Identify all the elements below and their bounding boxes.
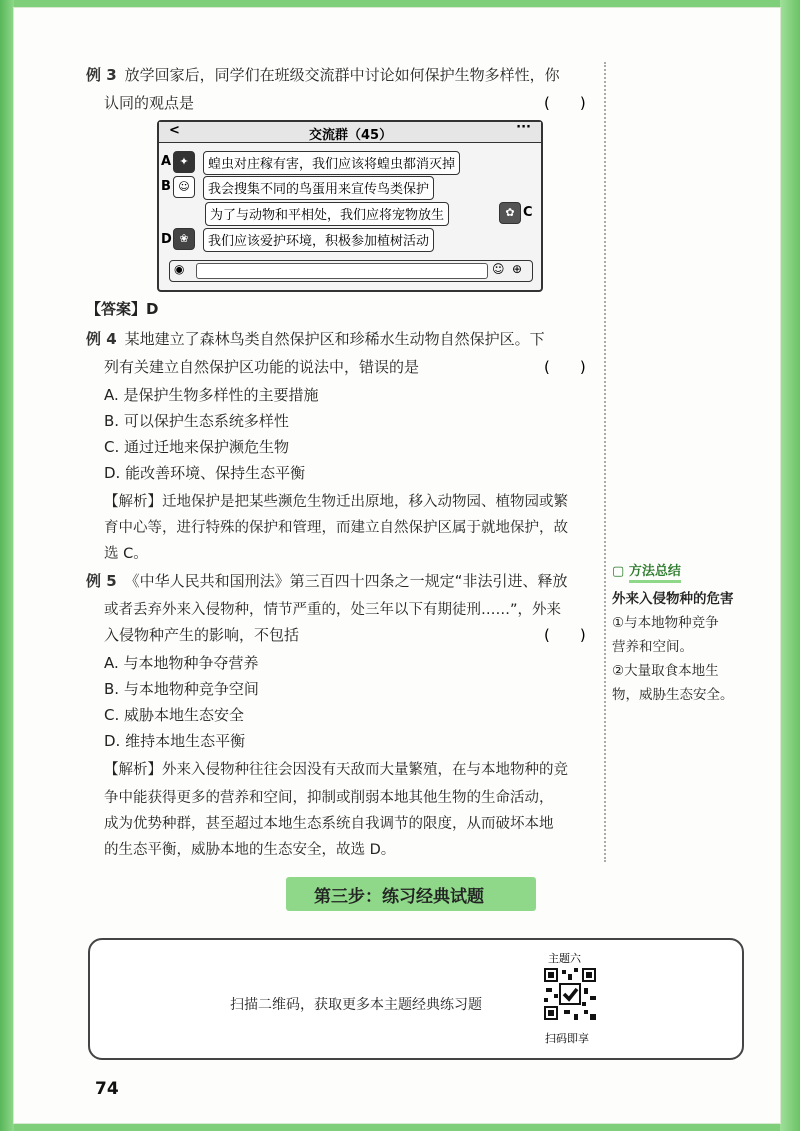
chat-title: 交流群（45）: [309, 128, 393, 143]
qr-code-icon[interactable]: [542, 966, 598, 1022]
ex4-answer-paren: ( ): [544, 358, 586, 376]
option-b-label: B: [161, 179, 171, 194]
sidebar-title: 外来入侵物种的危害: [612, 591, 734, 607]
ex4-question-line2: 列有关建立自然保护区功能的说法中，错误的是: [104, 358, 420, 376]
ex4-analysis-line3: 选 C。: [104, 546, 148, 562]
grasshopper-avatar-icon: ✦: [173, 151, 195, 173]
ex3-question-line1: 例 3 放学回家后，同学们在班级交流群中讨论如何保护生物多样性，你: [86, 66, 560, 84]
ex4-option-d: D. 能改善环境、保持生态平衡: [104, 464, 306, 482]
ex3-label: 例 3: [86, 66, 117, 84]
ex5-question-line1: 例 5 《中华人民共和国刑法》第三百四十四条之一规定“非法引进、释放: [86, 572, 568, 590]
page-number: 74: [95, 1079, 119, 1099]
option-c-label: C: [523, 205, 533, 220]
ex4-option-a: A. 是保护生物多样性的主要措施: [104, 386, 319, 404]
chat-input-bar: [169, 260, 533, 282]
pet-avatar-icon: ✿: [499, 202, 521, 224]
book-icon: ▢: [612, 564, 629, 579]
chat-message-c: 为了与动物和平相处，我们应将宠物放生: [205, 202, 449, 226]
method-summary-heading: ▢ 方法总结: [612, 560, 762, 579]
chat-window: [157, 120, 543, 292]
ex5-option-d: D. 维持本地生态平衡: [104, 732, 246, 750]
voice-icon: ◉: [174, 262, 185, 276]
section-banner-title: 第三步：练习经典试题: [314, 887, 484, 907]
ex5-analysis-line1: 【解析】外来入侵物种往往会因没有天敌而大量繁殖，在与本地物种的竞: [104, 762, 568, 778]
qr-promo-box: [88, 938, 744, 1060]
sidebar-point1b: 营养和空间。: [612, 639, 693, 655]
ex3-answer: 【答案】D: [86, 300, 159, 318]
ex4-analysis-line2: 育中心等，进行特殊的保护和管理，而建立自然保护区属于就地保护，故: [104, 520, 568, 536]
sidebar-point2b: 物，威胁生态安全。: [612, 687, 734, 703]
qr-title: 主题六: [548, 952, 581, 965]
column-divider: [604, 62, 606, 862]
page-left-edge: [0, 0, 14, 1131]
chat-message-b: 我会搜集不同的鸟蛋用来宣传鸟类保护: [203, 176, 434, 200]
ex5-analysis-line4: 的生态平衡，威胁本地的生态安全，故选 D。: [104, 842, 396, 858]
ex5-analysis-line3: 成为优势种群，甚至超过本地生态系统自我调节的限度，从而破坏本地: [104, 816, 554, 832]
qr-promo-text: 扫描二维码，获取更多本主题经典练习题: [230, 997, 482, 1013]
back-icon: <: [169, 123, 180, 138]
ex5-label: 例 5: [86, 572, 117, 590]
ex5-question-line2: 或者丢弃外来入侵物种，情节严重的，处三年以下有期徒刑……”，外来: [104, 602, 562, 618]
qr-caption: 扫码即享: [545, 1032, 589, 1045]
ex4-option-c: C. 通过迁地来保护濒危生物: [104, 438, 290, 456]
chat-header: [159, 122, 541, 143]
ex4-label: 例 4: [86, 330, 117, 348]
ex5-option-c: C. 威胁本地生态安全: [104, 706, 245, 724]
ex4-option-b: B. 可以保护生态系统多样性: [104, 412, 289, 430]
bird-avatar-icon: ☺: [173, 176, 195, 198]
ex3-question-line2: 认同的观点是: [104, 94, 195, 112]
ex5-answer-paren: ( ): [544, 626, 586, 644]
option-a-label: A: [161, 154, 172, 169]
ex5-option-b: B. 与本地物种竞争空间: [104, 680, 259, 698]
emoji-icon: ☺: [492, 262, 505, 276]
sidebar-point1a: ①与本地物种竞争: [612, 615, 719, 631]
ex5-question-line3: 入侵物种产生的影响，不包括: [104, 626, 300, 644]
chat-message-a: 蝗虫对庄稼有害，我们应该将蝗虫都消灭掉: [203, 151, 460, 175]
ex4-analysis-line1: 【解析】迁地保护是把某些濒危生物迁出原地，移入动物园、植物园或繁: [104, 494, 568, 510]
option-d-label: D: [161, 232, 172, 247]
chat-message-d: 我们应该爱护环境，积极参加植树活动: [203, 228, 434, 252]
page-right-edge: [780, 0, 800, 1131]
chat-input-field: [196, 263, 488, 279]
plus-icon: ⊕: [512, 262, 523, 276]
ex5-option-a: A. 与本地物种争夺营养: [104, 654, 259, 672]
ex4-question-line1: 例 4 某地建立了森林鸟类自然保护区和珍稀水生动物自然保护区。下: [86, 330, 545, 348]
more-icon: ···: [516, 120, 531, 135]
ex5-analysis-line2: 争中能获得更多的营养和空间，抑制或削弱本地其他生物的生命活动，: [104, 790, 554, 806]
ex3-answer-paren: ( ): [544, 94, 586, 112]
method-summary-sidebar: [612, 560, 762, 707]
tree-avatar-icon: ❀: [173, 228, 195, 250]
sidebar-point2a: ②大量取食本地生: [612, 663, 719, 679]
section-banner: [286, 877, 536, 911]
